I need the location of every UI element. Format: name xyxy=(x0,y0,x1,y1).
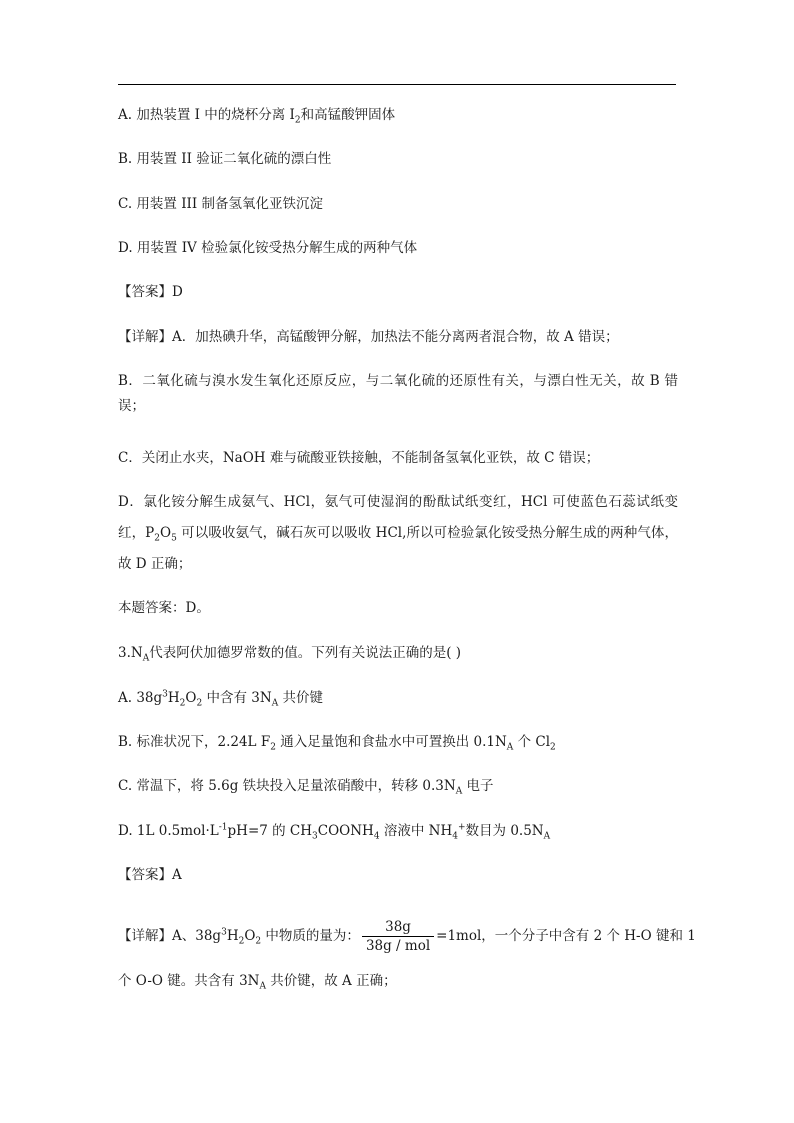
detail-a: 【详解】A．加热碘升华，高锰酸钾分解，加热法不能分离两者混合物，故 A 错误； xyxy=(118,329,619,345)
fraction-denominator: 38g / mol xyxy=(362,936,434,955)
q3-option-b: B. 标准状况下，2.24L $F_2$ 通入足量饱和食盐水中可置换出 $0.1N_A$ 个 $Cl_2$ xyxy=(118,734,556,753)
detail-b-line1: B．二氧化硫与溴水发生氧化还原反应，与二氧化硫的还原性有关，与漂白性无关，故 B 错 xyxy=(118,373,678,389)
detail-d-line2: 红，$P_2O_5$ 可以吸收氨气，碱石灰可以吸收 HCl,所以可检验氯化铵受热分解生成的两种气体， xyxy=(118,525,678,544)
detail-b-line2: 误； xyxy=(118,398,145,414)
q3-detail-line1: 【详解】A、$38g^3H_2O_2$ 中物质的量为： $\frac{38g}{\text{38g / mol}}$ =1mol，一个分子中含有 2 个 H-O 键和 1 xyxy=(118,919,696,954)
q3-option-c: C. 常温下，将 5.6g 铁块投入足量浓硝酸中，转移 $0.3N_A$ 电子 xyxy=(118,778,494,797)
option-b: B. 用装置 II 验证二氧化硫的漂白性 xyxy=(118,151,332,167)
question-3-stem: $3.N_A$代表阿伏加德罗常数的值。下列有关说法正确的是( ) xyxy=(118,645,462,664)
answer-q2: 【答案】D xyxy=(118,284,183,300)
q3-detail-line2: 个 O-O 键。共含有 $3N_A$ 共价键，故 A 正确； xyxy=(118,973,397,992)
option-a: A. 加热装置 I 中的烧杯分离 $I_2$和高锰酸钾固体 xyxy=(118,107,396,126)
header-rule xyxy=(118,84,676,85)
q3-option-a: A. $38g^3H_2O_2$ 中含有 $3N_A$ 共价键 xyxy=(118,689,323,709)
q3-option-d: D. 1L $0.5mol\cdot L^{-1}pH=7$ 的 $CH_3COONH_4$ 溶液中 $NH_4^+$数目为 $0.5N_A$ xyxy=(118,822,551,842)
detail-d-line1: D．氯化铵分解生成氨气、HCl，氨气可使湿润的酚酞试纸变红，HCl 可使蓝色石蕊试纸变 xyxy=(118,494,678,510)
option-d: D. 用装置 IV 检验氯化铵受热分解生成的两种气体 xyxy=(118,240,418,256)
summary-q2: 本题答案：D。 xyxy=(118,600,210,616)
option-c: C. 用装置 III 制备氢氧化亚铁沉淀 xyxy=(118,196,324,212)
detail-c: C．关闭止水夹，NaOH 难与硫酸亚铁接触，不能制备氢氧化亚铁，故 C 错误； xyxy=(118,450,600,466)
fraction xyxy=(362,918,434,955)
answer-q3: 【答案】A xyxy=(118,867,182,883)
fraction-numerator: 38g xyxy=(385,919,411,935)
detail-d-line3: 故 D 正确； xyxy=(118,556,192,572)
